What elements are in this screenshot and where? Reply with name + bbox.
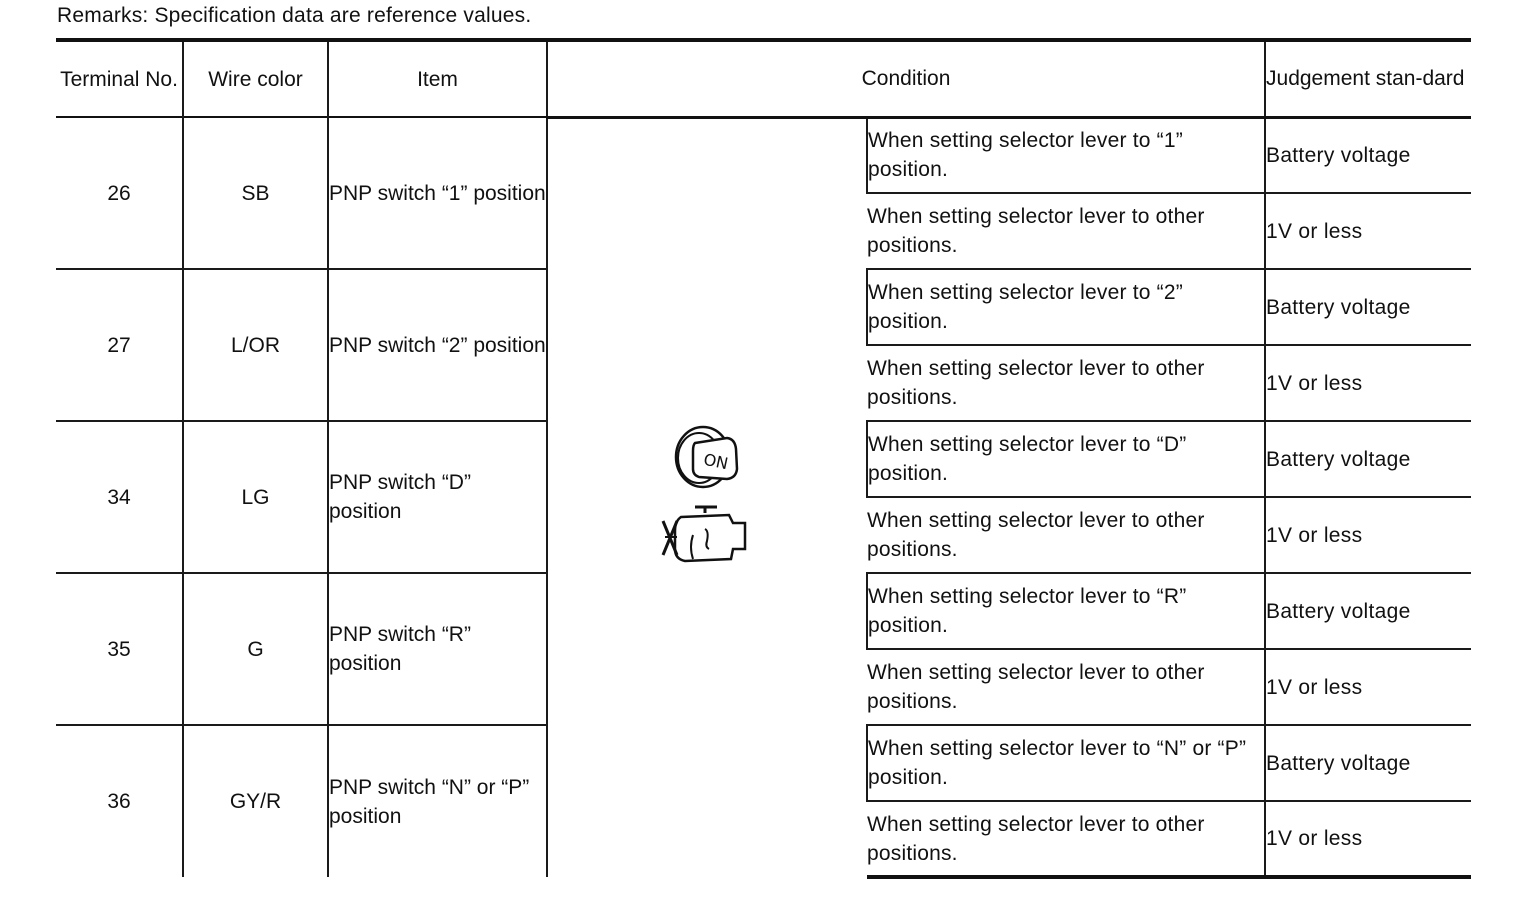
condition-text: When setting selector lever to other positions. [867,497,1265,573]
judgement-value: 1V or less [1265,345,1471,421]
header-terminal: Terminal No. [56,40,183,117]
judgement-value: 1V or less [1265,497,1471,573]
header-item: Item [328,40,547,117]
judgement-value: Battery voltage [1265,725,1471,801]
wire-color: SB [183,117,328,269]
wire-color: LG [183,421,328,573]
item-name: PNP switch “R” position [328,573,547,725]
judgement-value: Battery voltage [1265,573,1471,649]
judgement-value: 1V or less [1265,649,1471,725]
wire-color: L/OR [183,269,328,421]
wire-color: GY/R [183,725,328,877]
terminal-number: 35 [56,573,183,725]
condition-text: When setting selector lever to “D” position. [867,421,1265,497]
condition-text: When setting selector lever to “R” position. [867,573,1265,649]
condition-text: When setting selector lever to “1” position. [867,117,1265,193]
terminal-number: 27 [56,269,183,421]
remarks-note: Remarks: Specification data are reference values. [57,4,532,27]
key-on-label: ON [701,449,730,474]
terminal-spec-table [56,38,1471,879]
condition-text: When setting selector lever to other positions. [867,649,1265,725]
table-row [56,117,1471,193]
judgement-value: Battery voltage [1265,421,1471,497]
wire-color: G [183,573,328,725]
header-row [56,40,1471,117]
header-wire-color: Wire color [183,40,328,117]
condition-text: When setting selector lever to “N” or “P” position. [867,725,1265,801]
judgement-value: Battery voltage [1265,269,1471,345]
condition-text: When setting selector lever to “2” position. [867,269,1265,345]
terminal-number: 34 [56,421,183,573]
terminal-number: 26 [56,117,183,269]
terminal-number: 36 [56,725,183,877]
condition-icons-cell [547,117,867,877]
ignition-key-on-icon [669,421,741,489]
item-name: PNP switch “D” position [328,421,547,573]
judgement-value: 1V or less [1265,193,1471,269]
condition-text: When setting selector lever to other positions. [867,345,1265,421]
item-name: PNP switch “2” position [328,269,547,421]
engine-stopped-icon [661,501,749,567]
condition-text: When setting selector lever to other positions. [867,193,1265,269]
header-condition: Condition [547,40,1265,117]
item-name: PNP switch “N” or “P” position [328,725,547,877]
judgement-value: 1V or less [1265,801,1471,877]
condition-text: When setting selector lever to other positions. [867,801,1265,877]
item-name: PNP switch “1” position [328,117,547,269]
header-judgement-standard: Judgement stan-dard [1265,40,1471,117]
judgement-value: Battery voltage [1265,117,1471,193]
